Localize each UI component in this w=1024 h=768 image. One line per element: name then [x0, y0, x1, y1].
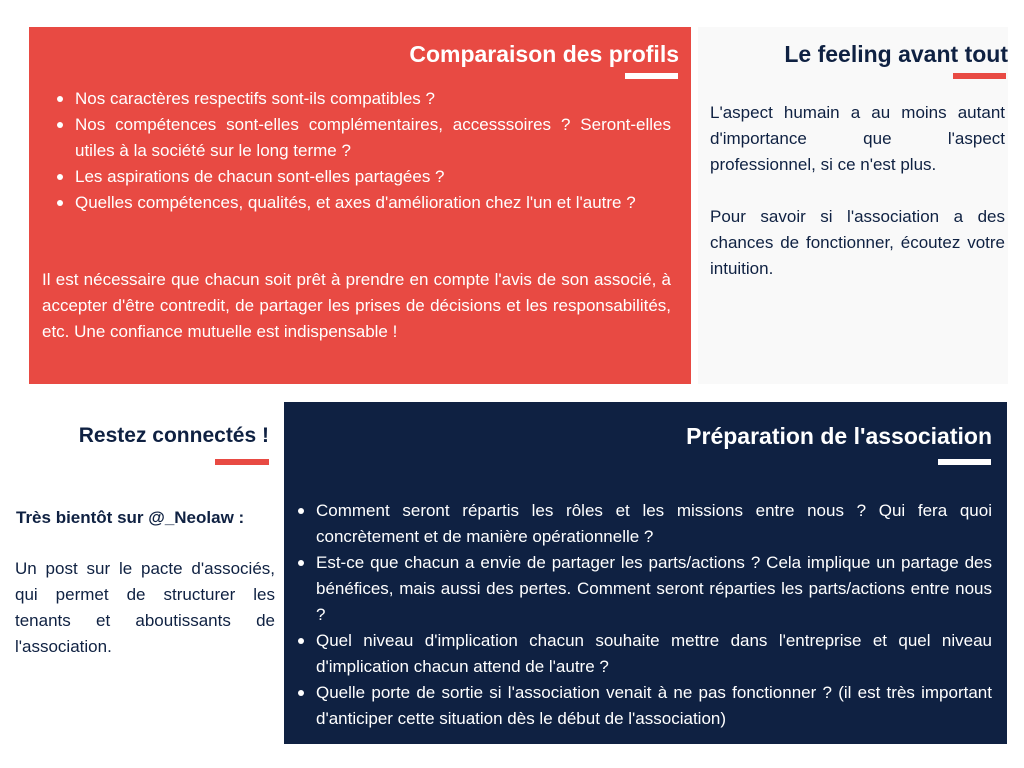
list-item: Les aspirations de chacun sont-elles partagées ?	[49, 164, 671, 190]
profiles-paragraph: Il est nécessaire que chacun soit prêt à prendre en compte l'avis de son associé, à accepter d'être contredit, de partager les prises de décisions et les responsabilités, etc. Une confiance mutuelle est indispensable !	[42, 270, 671, 341]
feeling-panel	[698, 27, 1008, 384]
profiles-question-list	[49, 86, 671, 216]
list-item: Quelles compétences, qualités, et axes d'amélioration chez l'un et l'autre ?	[49, 190, 671, 216]
profiles-comparison-title: Comparaison des profils	[409, 41, 679, 67]
stay-connected-paragraph: Un post sur le pacte d'associés, qui permet de structurer les tenants et aboutissants de l'association.	[15, 559, 275, 656]
association-preparation-title: Préparation de l'association	[686, 423, 992, 449]
list-item: Est-ce que chacun a envie de partager les parts/actions ? Cela implique un partage des bénéfices, mais aussi des pertes. Comment seront réparties les parts/actions entre nous ?	[290, 550, 992, 628]
title-underline	[625, 73, 678, 79]
list-item: Nos compétences sont-elles complémentaires, accesssoires ? Seront-elles utiles à la société sur le long terme ?	[49, 112, 671, 164]
list-item: Quelle porte de sortie si l'association venait à ne pas fonctionner ? (il est très important d'anticiper cette situation dès le début de l'association)	[290, 680, 992, 732]
list-item: Comment seront répartis les rôles et les missions entre nous ? Qui fera quoi concrètement et de manière opérationnelle ?	[290, 498, 992, 550]
association-question-list	[290, 498, 992, 732]
title-underline	[938, 459, 991, 465]
stay-connected-panel	[0, 402, 284, 744]
list-item: Nos caractères respectifs sont-ils compatibles ?	[49, 86, 671, 112]
stay-connected-subtitle: Très bientôt sur @_Neolaw :	[16, 508, 245, 527]
feeling-title: Le feeling avant tout	[784, 41, 1008, 67]
profiles-comparison-panel	[29, 27, 691, 384]
feeling-paragraph-2: Pour savoir si l'association a des chances de fonctionner, écoutez votre intuition.	[710, 207, 1005, 278]
list-item: Quel niveau d'implication chacun souhaite mettre dans l'entreprise et quel niveau d'implication chacun attend de l'autre ?	[290, 628, 992, 680]
title-underline	[953, 73, 1006, 79]
title-underline	[215, 459, 269, 465]
feeling-paragraph-1: L'aspect humain a au moins autant d'importance que l'aspect professionnel, si ce n'est plus.	[710, 103, 1005, 174]
stay-connected-title: Restez connectés !	[78, 424, 269, 447]
association-preparation-panel	[284, 402, 1007, 744]
